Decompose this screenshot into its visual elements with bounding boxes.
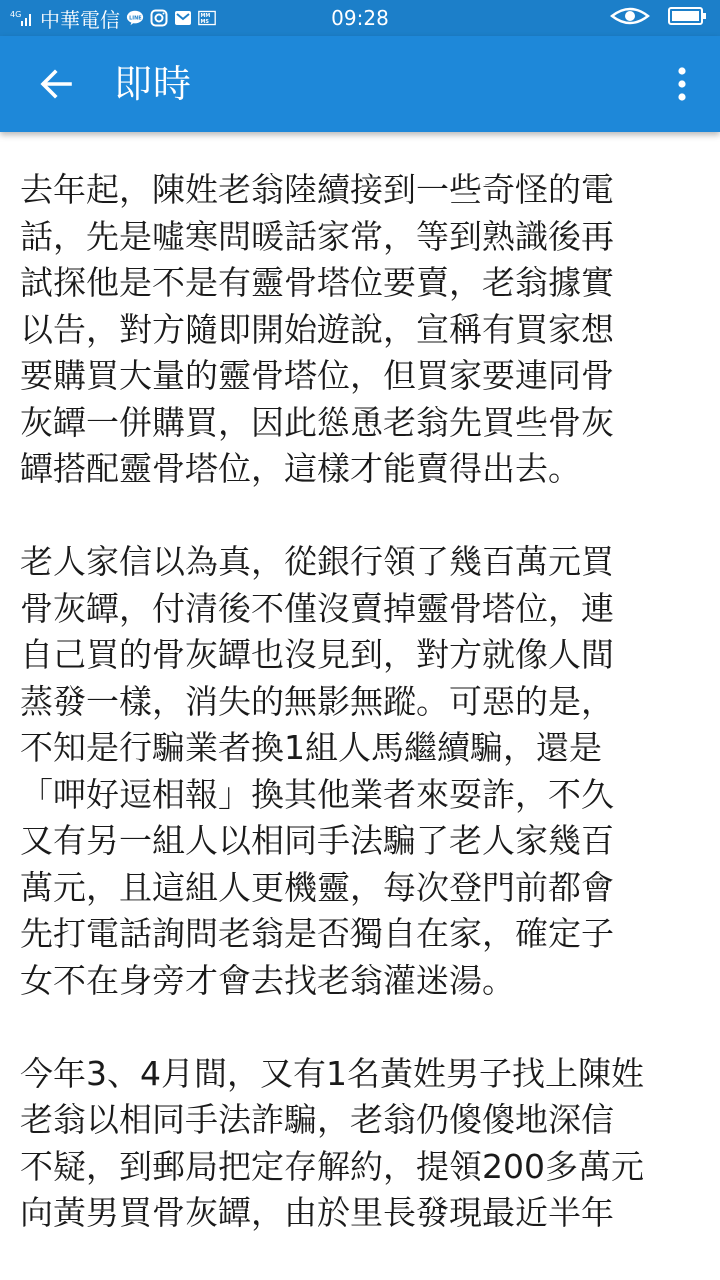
text-line: 罈搭配靈骨塔位，這樣才能賣得出去。 <box>20 449 581 488</box>
article-paragraph <box>20 1051 700 1237</box>
text-line: 試探他是不是有靈骨塔位要賣，老翁據實 <box>20 263 614 302</box>
app-bar <box>0 36 720 132</box>
svg-text:LINE: LINE <box>129 15 142 22</box>
status-right <box>610 0 708 36</box>
overflow-menu-button[interactable] <box>662 60 702 108</box>
text-line: 向黃男買骨灰罈，由於里長發現最近半年 <box>20 1193 614 1232</box>
status-time: 09:28 <box>331 6 389 30</box>
text-line: 骨灰罈，付清後不僅沒賣掉靈骨塔位，連 <box>20 588 614 628</box>
status-bar <box>0 0 720 36</box>
text-line: 蒸發一樣，消失的無影無蹤。可惡的是， <box>20 681 614 721</box>
text-line: 以告，對方隨即開始遊說，宣稱有買家想 <box>20 309 614 349</box>
text-line: 又有另一組人以相同手法騙了老人家幾百 <box>20 821 614 860</box>
text-line: 去年起，陳姓老翁陸續接到一些奇怪的電 <box>20 170 614 209</box>
article-body <box>20 167 700 1280</box>
article-paragraph <box>20 539 700 1004</box>
text-line: 話，先是噓寒問暖話家常，等到熟識後再 <box>20 216 614 256</box>
text-line: 老翁以相同手法詐騙，老翁仍傻傻地深信 <box>20 1100 614 1139</box>
article-paragraph <box>20 167 700 493</box>
carrier-name: 中華電信 <box>40 7 120 32</box>
text-line: 今年3、4月間，又有1名黃姓男子找上陳姓 <box>20 1053 644 1093</box>
svg-text:MS: MS <box>200 18 209 25</box>
text-line: 老人家信以為真，從銀行領了幾百萬元買 <box>20 542 614 581</box>
article-scroll-area[interactable] <box>0 132 720 1280</box>
more-vert-icon <box>676 66 688 102</box>
svg-text:4G: 4G <box>10 10 22 19</box>
text-line: 萬元，且這組人更機靈，每次登門前都會 <box>20 867 614 907</box>
text-line: 不知是行騙業者換1組人馬繼續騙，還是 <box>20 728 602 767</box>
eye-comfort-icon <box>610 5 650 31</box>
text-line: 自己買的骨灰罈也沒見到，對方就像人間 <box>20 635 614 674</box>
text-line: 先打電話詢問老翁是否獨自在家，確定子 <box>20 914 614 953</box>
text-line: 要購買大量的靈骨塔位，但買家要連同骨 <box>20 356 614 395</box>
back-button[interactable] <box>24 60 88 108</box>
arrow-back-icon <box>36 64 76 104</box>
svg-text:MM: MM <box>200 13 211 20</box>
text-line: 灰罈一併購買，因此慫恿老翁先買些骨灰 <box>20 402 614 442</box>
page-title: 即時 <box>114 62 193 106</box>
text-line: 女不在身旁才會去找老翁灌迷湯。 <box>20 960 515 1000</box>
text-line: 不疑，到郵局把定存解約，提領200多萬元 <box>20 1146 644 1186</box>
text-line: 「呷好逗相報」換其他業者來耍詐，不久 <box>20 774 614 814</box>
battery-icon <box>668 6 708 30</box>
